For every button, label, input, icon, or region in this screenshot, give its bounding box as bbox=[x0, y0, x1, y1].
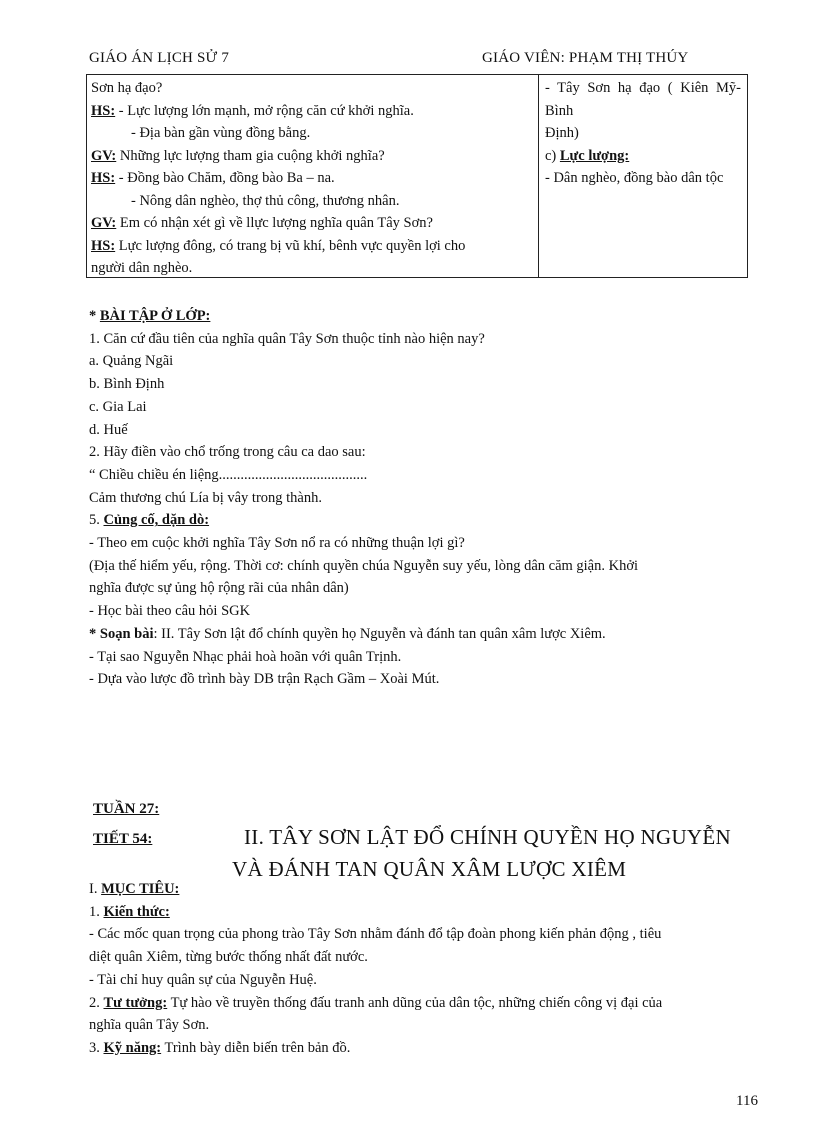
option-a: a. Quảng Ngãi bbox=[89, 353, 174, 370]
header-subject: GIÁO ÁN LỊCH SỬ 7 bbox=[89, 50, 230, 66]
skill-line: 3. Kỹ năng: Trình bày diễn biến trên bản đồ. bbox=[89, 1039, 351, 1056]
knowledge-line: - Tài chỉ huy quân sự của Nguyễn Huệ. bbox=[89, 971, 317, 988]
consolidation-line: - Dựa vào lược đồ trình bày DB trận Rạch Gầm – Xoài Mút. bbox=[89, 671, 440, 688]
period-label: TIẾT 54: bbox=[93, 831, 153, 847]
table-line: c) Lực lượng: bbox=[545, 147, 630, 164]
table-line: Định) bbox=[545, 125, 579, 141]
consolidation-line: nghĩa được sự ủng hộ rộng rãi của nhân dân) bbox=[89, 580, 349, 597]
consolidation-line: - Theo em cuộc khởi nghĩa Tây Sơn nổ ra có những thuận lợi gì? bbox=[89, 535, 465, 552]
knowledge-heading: 1. Kiến thức: bbox=[89, 903, 170, 920]
consolidation-line: * Soạn bài: II. Tây Sơn lật đổ chính quyền họ Nguyễn và đánh tan quân xâm lược Xiêm. bbox=[89, 625, 606, 642]
knowledge-line: diệt quân Xiêm, từng bước thống nhất đất nước. bbox=[89, 949, 368, 966]
table-right-column bbox=[539, 75, 747, 277]
page-number: 116 bbox=[736, 1093, 758, 1109]
question-2: 2. Hãy điền vào chổ trống trong câu ca dao sau: bbox=[89, 444, 366, 461]
objectives-section bbox=[89, 878, 769, 1060]
week-label: TUẦN 27: bbox=[93, 801, 160, 817]
consolidation-line: - Tại sao Nguyễn Nhạc phải hoà hoãn với quân Trịnh. bbox=[89, 648, 402, 665]
option-d: d. Huế bbox=[89, 421, 128, 438]
consolidation-line: (Địa thế hiểm yếu, rộng. Thời cơ: chính quyền chúa Nguyễn suy yếu, lòng dân căm giận. Khởi bbox=[89, 557, 639, 574]
table-line: GV: Em có nhận xét gì về llực lượng nghĩa quân Tây Sơn? bbox=[91, 215, 433, 231]
lesson-title-line-1: II. TÂY SƠN LẬT ĐỔ CHÍNH QUYỀN HỌ NGUYỄN bbox=[244, 825, 731, 849]
title-row-1 bbox=[93, 821, 783, 853]
table-line: - Nông dân nghèo, thợ thủ công, thương nhân. bbox=[131, 192, 400, 209]
lesson-table bbox=[86, 74, 748, 278]
table-line: người dân nghèo. bbox=[91, 260, 193, 276]
table-line: HS: - Đồng bào Chăm, đồng bào Ba – na. bbox=[91, 170, 335, 186]
objectives-heading: I. MỤC TIÊU: bbox=[89, 881, 180, 897]
poem-line-1: “ Chiều chiều én liệng......................................... bbox=[89, 466, 368, 483]
lesson-title-block bbox=[93, 797, 783, 885]
table-line: HS: - Lực lượng lớn mạnh, mở rộng căn cứ khởi nghĩa. bbox=[91, 102, 414, 119]
attitude-line: nghĩa quân Tây Sơn. bbox=[89, 1017, 210, 1034]
table-line: GV: Những lực lượng tham gia cuộng khởi nghĩa? bbox=[91, 147, 385, 164]
option-c: c. Gia Lai bbox=[89, 398, 147, 415]
table-line: - Địa bàn gần vùng đồng bằng. bbox=[131, 125, 311, 141]
poem-line-2: Cảm thương chú Lía bị vây trong thành. bbox=[89, 489, 322, 506]
header-teacher: GIÁO VIÊN: PHẠM THỊ THÚY bbox=[482, 50, 689, 66]
lesson-title-line-2: VÀ ĐÁNH TAN QUÂN XÂM LƯỢC XIÊM bbox=[232, 857, 627, 881]
consolidation-heading: 5. Củng cố, dặn dò: bbox=[89, 512, 210, 529]
option-b: b. Bình Định bbox=[89, 376, 165, 393]
exercise-heading: * BÀI TẬP Ở LỚP: bbox=[89, 308, 211, 324]
table-line: - Tây Sơn hạ đạo ( Kiên Mỹ- Bình bbox=[545, 80, 741, 119]
exercise-section bbox=[89, 305, 769, 691]
table-line: HS: Lực lượng đông, có trang bị vũ khí, bênh vực quyền lợi cho bbox=[91, 237, 466, 254]
question-1: 1. Căn cứ đầu tiên của nghĩa quân Tây Sơn thuộc tỉnh nào hiện nay? bbox=[89, 330, 485, 347]
table-left-column bbox=[87, 75, 539, 277]
knowledge-line: - Các mốc quan trọng của phong trào Tây Sơn nhằm đánh đổ tập đoàn phong kiến phản động , tiêu bbox=[89, 926, 662, 943]
consolidation-line: - Học bài theo câu hỏi SGK bbox=[89, 603, 251, 620]
attitude-line: 2. Tư tưởng: Tự hào về truyền thống đấu tranh anh dũng của dân tộc, những chiến công vị đại của bbox=[89, 994, 663, 1011]
table-line: Sơn hạ đạo? bbox=[91, 80, 163, 96]
table-line: - Dân nghèo, đồng bào dân tộc bbox=[545, 170, 724, 186]
